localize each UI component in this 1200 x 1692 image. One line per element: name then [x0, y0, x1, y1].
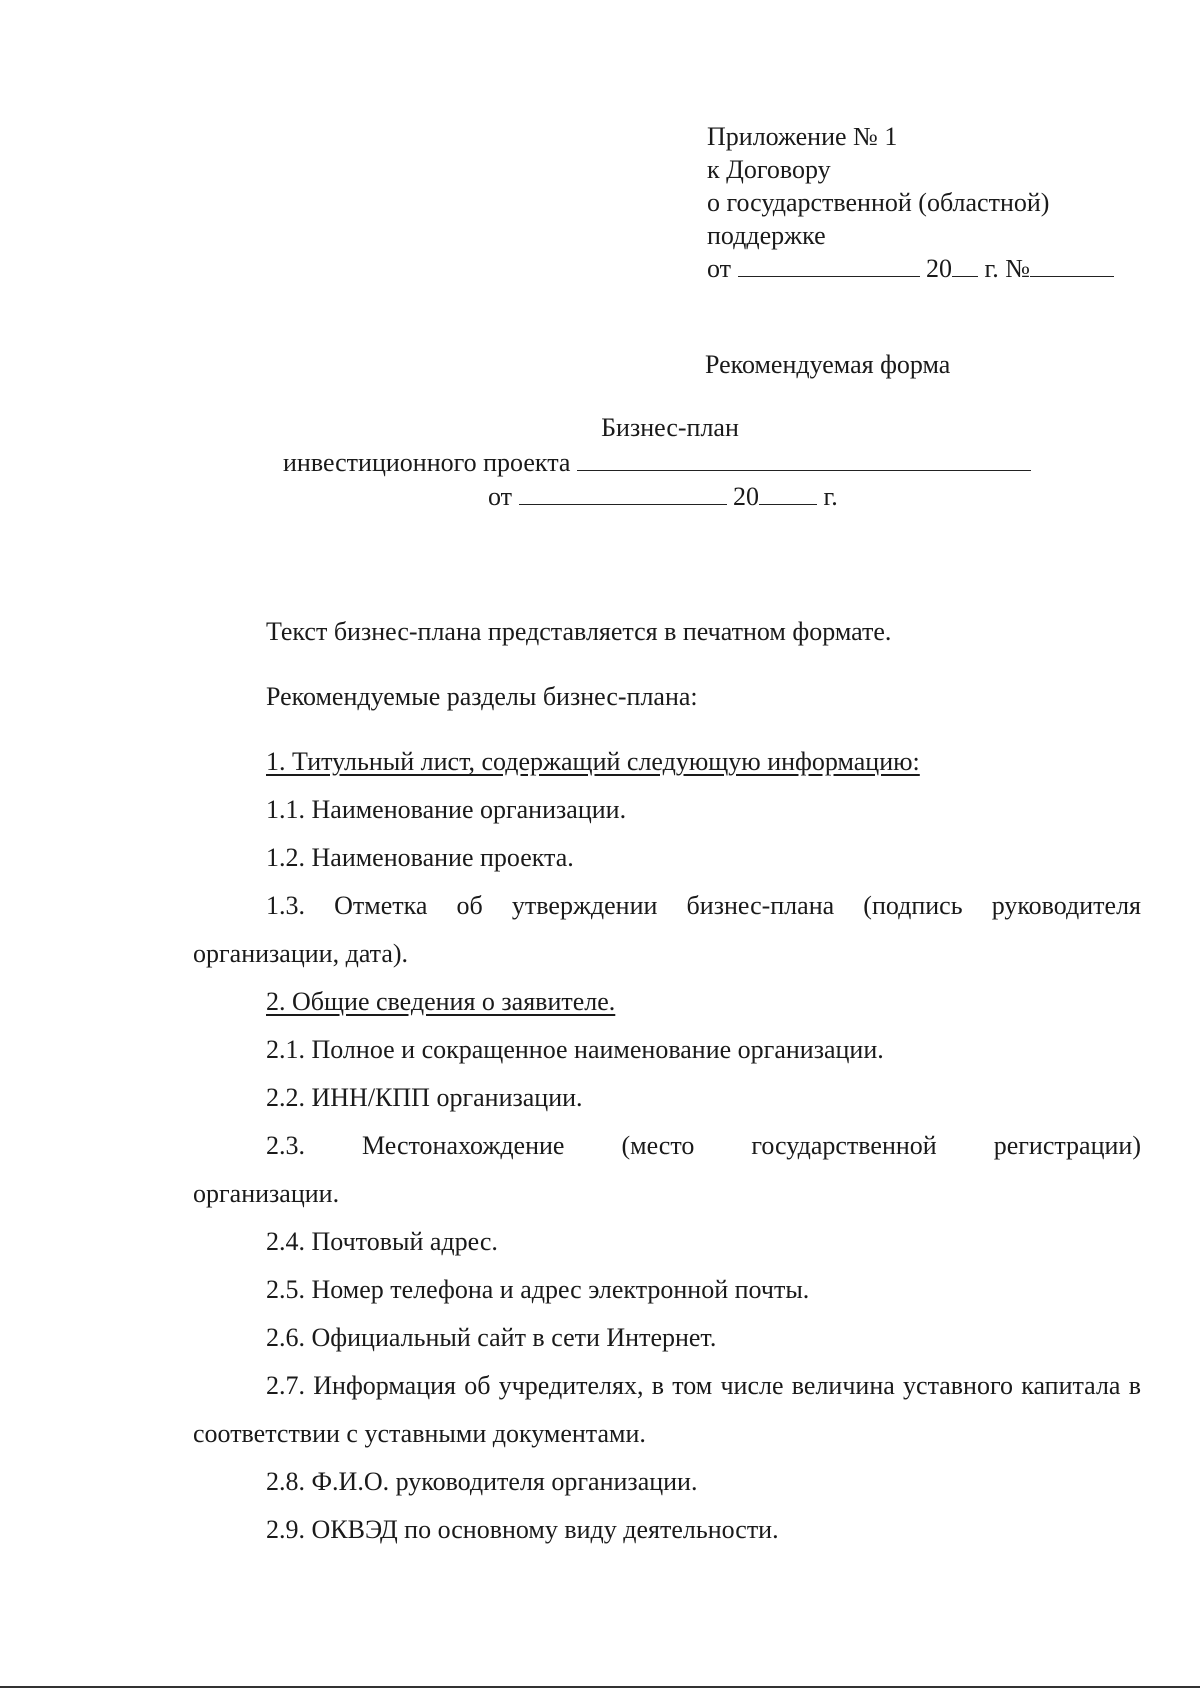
- item-2-3: 2.3. Местонахождение (место государственной регистрации) организации.: [193, 1131, 1141, 1208]
- item-2-1: 2.1. Полное и сокращенное наименование организации.: [266, 1035, 884, 1064]
- item-2-7: 2.7. Информация об учредителях, в том числе величина уставного капитала в соответствии с уставными документами.: [193, 1371, 1141, 1448]
- section-1-heading: 1. Титульный лист, содержащий следующую информацию:: [266, 747, 920, 776]
- item-2-9: 2.9. ОКВЭД по основному виду деятельности.: [266, 1515, 779, 1544]
- date-blank: [738, 252, 920, 277]
- number-blank: [1030, 252, 1114, 277]
- document-title: Бизнес-план: [601, 413, 739, 442]
- recommended-form-label: Рекомендуемая форма: [705, 350, 951, 379]
- appendix-date-line: от 20 г. №: [707, 252, 1114, 285]
- appendix-header: [707, 120, 1114, 285]
- item-2-4: 2.4. Почтовый адрес.: [266, 1227, 498, 1256]
- page-bottom-rule: [0, 1686, 1200, 1688]
- appendix-number: Приложение № 1: [707, 122, 898, 151]
- document-date-line: от 20 г.: [488, 482, 838, 511]
- paragraph-intro: Текст бизнес-плана представляется в печатном формате.: [266, 617, 892, 646]
- title-year-blank: [759, 480, 817, 505]
- year-blank: [952, 252, 978, 277]
- project-name-blank: [577, 446, 1031, 471]
- item-2-8: 2.8. Ф.И.О. руководителя организации.: [266, 1467, 698, 1496]
- section-2-heading: 2. Общие сведения о заявителе.: [266, 987, 616, 1016]
- item-1-2: 1.2. Наименование проекта.: [266, 843, 574, 872]
- item-2-5: 2.5. Номер телефона и адрес электронной почты.: [266, 1275, 810, 1304]
- appendix-contract-type-cont: поддержке: [707, 221, 826, 250]
- title-date-blank: [519, 480, 727, 505]
- item-1-3: 1.3. Отметка об утверждении бизнес-плана (подпись руководителя организации, дата).: [193, 891, 1141, 968]
- item-2-2: 2.2. ИНН/КПП организации.: [266, 1083, 583, 1112]
- appendix-to-contract: к Договору: [707, 155, 831, 184]
- document-subtitle: инвестиционного проекта: [283, 446, 1031, 478]
- item-1-1: 1.1. Наименование организации.: [266, 795, 627, 824]
- item-2-6: 2.6. Официальный сайт в сети Интернет.: [266, 1323, 717, 1352]
- appendix-contract-type: о государственной (областной): [707, 188, 1050, 217]
- paragraph-sections-heading: Рекомендуемые разделы бизнес-плана:: [266, 682, 698, 711]
- document-body: [193, 608, 1141, 1554]
